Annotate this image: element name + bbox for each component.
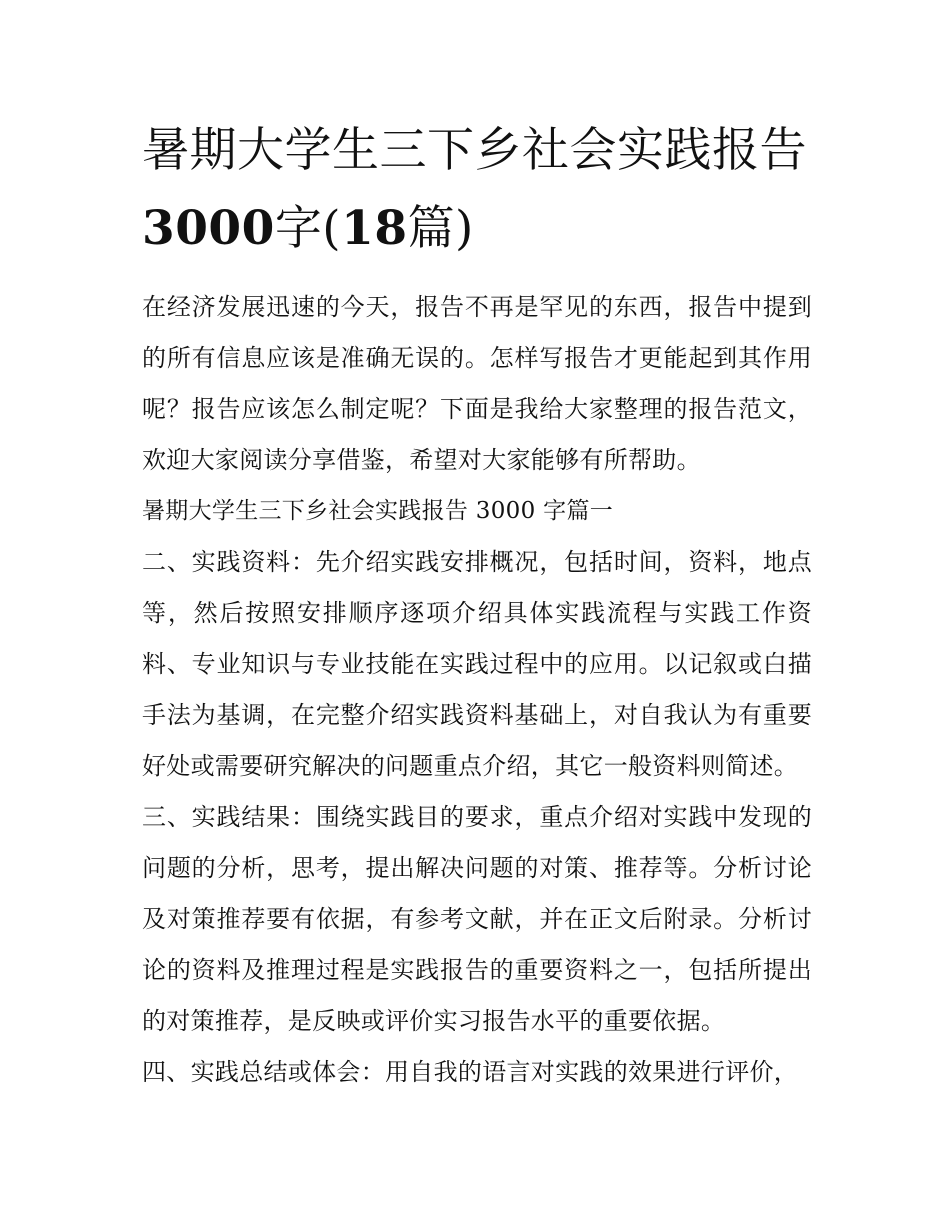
title-text-suffix: 字( [274, 201, 342, 256]
title-text-end: 篇) [407, 201, 474, 256]
intro-paragraph: 在经济发展迅速的今天，报告不再是罕见的东西，报告中提到的所有信息应该是准确无误的。怎样写报告才更能起到其作用呢？报告应该怎么制定呢？下面是我给大家整理的报告范文，欢迎大家阅读分享借鉴，希望对大家能够有所帮助。 [142, 293, 812, 474]
practice-content-paragraph: 二、实践资料：先介绍实践安排概况，包括时间，资料，地点等，然后按照安排顺序逐项介绍具体实践流程与实践工作资料、专业知识与专业技能在实践过程中的应用。以记叙或白描手法为基调，在完整介绍实践资料基础上，对自我认为有重要好处或需要研究解决的问题重点介绍，其它一般资料则简述。 [142, 548, 812, 780]
title-word-count: 3000 [142, 201, 275, 256]
document-title [142, 112, 812, 268]
practice-summary-paragraph: 四、实践总结或体会：用自我的语言对实践的效果进行评价， [142, 1058, 799, 1086]
section-heading: 暑期大学生三下乡社会实践报告 3000 字篇一 [142, 498, 614, 524]
title-article-count: 18 [341, 201, 408, 256]
title-text: 暑期大学生三下乡社会实践报告 [142, 123, 807, 178]
practice-results-paragraph: 三、实践结果：围绕实践目的要求，重点介绍对实践中发现的问题的分析，思考，提出解决问题的对策、推荐等。分析讨论及对策推荐要有依据，有参考文献，并在正文后附录。分析讨论的资料及推理过程是实践报告的重要资料之一，包括所提出的对策推荐，是反映或评价实习报告水平的重要依据。 [142, 803, 812, 1035]
document-body [142, 282, 812, 1098]
